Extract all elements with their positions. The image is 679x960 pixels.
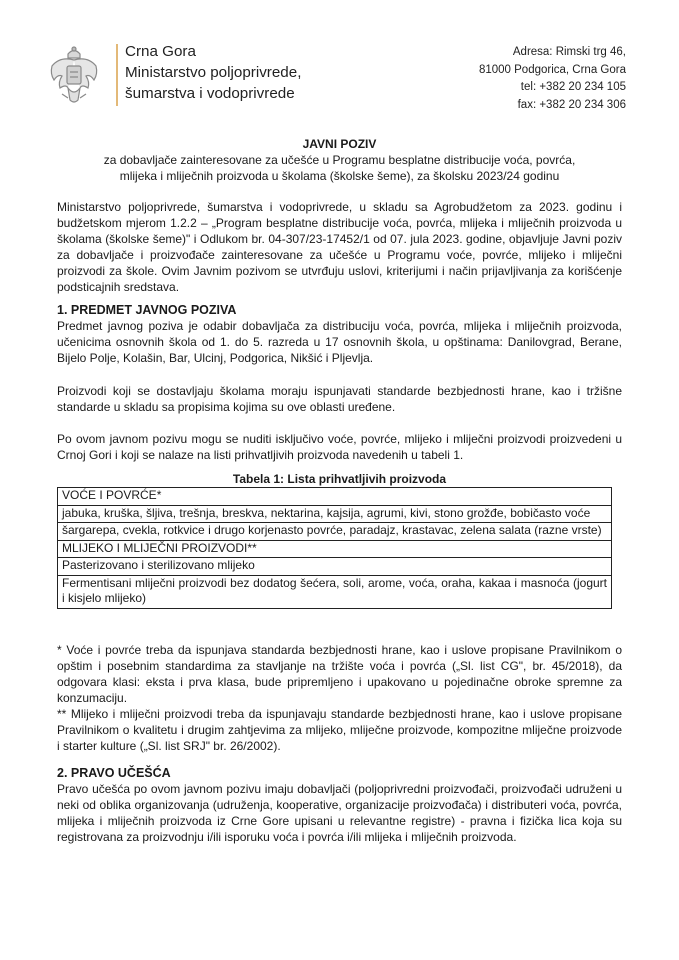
table-row <box>58 558 612 576</box>
document-subtitle-line: mlijeka i mliječnih proizvoda u školama (školske šeme), za školsku 2023/24 godinu <box>119 169 560 183</box>
table-cell: Fermentisani mliječni proizvodi bez dodatog šećera, soli, arome, voća, oraha, kakaa i masnoća (jogurt i kisjelo mlijeko) <box>58 575 612 608</box>
address-line: Adresa: Rimski trg 46, <box>512 46 626 58</box>
coat-of-arms-icon <box>46 44 102 106</box>
section-1-paragraph: Po ovom javnom pozivu mogu se nuditi isključivo voće, povrće, mlijeko i mliječni proizvodi proizvedeni u Crnoj Gori i koji se nalaze na listi prihvatljivih proizvoda navedenih u tabeli 1. <box>57 432 622 462</box>
table-row <box>58 575 612 608</box>
section-2-paragraph: Pravo učešća po ovom javnom pozivu imaju dobavljači (poljoprivredni proizvođači, proizvođači udruženi u neki od oblika organizovanja (udruženja, kooperative, organizacije proizvođača) i distributeri voća, povrća, mlijeka i mliječnih proizvoda iz Crne Gore upisani u relevantne registre) - pravna i fizička lica koja su registrovana za proizvodnju i/ili isporuku voća i povrća i/ili mlijeka i mliječnih proizvoda. <box>57 782 622 844</box>
letterhead <box>46 40 626 110</box>
table-row <box>58 523 612 541</box>
section-1-heading: 1. PREDMET JAVNOG POZIVA <box>57 303 237 317</box>
ministry-line: Crna Gora <box>125 43 196 60</box>
table-cell: jabuka, kruška, šljiva, trešnja, breskva, nektarina, kajsija, agrumi, kivi, stono grožđe, bobičasto voće <box>58 505 612 523</box>
footnote-dairy: ** Mlijeko i mliječni proizvodi treba da ispunjavaju standarde bezbjednosti hrane, kao i uslove propisane Pravilnikom o kvalitetu i drugim zahtjevima za mlijeko, mliječne proizvode, kompozitne mliječne proizvode i starter kulture („Sl. list SRJ" br. 26/2002). <box>57 707 622 753</box>
section-2-heading: 2. PRAVO UČEŠĆA <box>57 766 171 780</box>
fax-line: fax: +382 20 234 306 <box>517 98 626 111</box>
document-title-block <box>57 136 622 184</box>
document-subtitle-line: za dobavljače zainteresovane za učešće u Programu besplatne distribucije voća, povrća, <box>103 153 576 167</box>
ministry-line: Ministarstvo poljoprivrede, <box>125 64 302 81</box>
table-category-cell: MLIJEKO I MLIJEČNI PROIZVODI** <box>58 540 612 558</box>
ministry-name <box>125 41 301 104</box>
contact-info <box>479 44 626 114</box>
table-row <box>58 540 612 558</box>
eligible-products-table <box>57 487 612 609</box>
header-divider <box>116 44 118 106</box>
table-cell: šargarepa, cvekla, rotkvice i drugo korjenasto povrće, paradajz, krastavac, zelena salata (razne vrste) <box>58 523 612 541</box>
table-row <box>58 505 612 523</box>
phone-line: tel: +382 20 234 105 <box>520 81 626 93</box>
city-line: 81000 Podgorica, Crna Gora <box>478 63 626 76</box>
table-cell: Pasterizovano i sterilizovano mlijeko <box>58 558 612 576</box>
section-1-paragraph: Predmet javnog poziva je odabir dobavljača za distribuciju voća, povrća, mlijeka i mliječnih proizvoda, učenicima osnovnih škola od 1. do 5. razreda u 17 osnovnih škola, u opštinama: Danilovgrad, Berane, Bijelo Polje, Kolašin, Bar, Ulcinj, Podgorica, Nikšić i Pljevlja. <box>57 319 622 365</box>
table-caption: Tabela 1: Lista prihvatljivih proizvoda <box>232 472 447 486</box>
table-row <box>58 488 612 506</box>
table-category-cell: VOĆE I POVRĆE* <box>58 488 612 506</box>
footnote-fruit-vegetables: * Voće i povrće treba da ispunjava standarda bezbjednosti hrane, kao i uslove propisane Pravilnikom o opštim i posebnim standardima za stavljanje na tržište voća i povrća („Sl. list CG", br. 45/2018), da odgovara klasi: eksta i prva klasa, bude pripremljeno i upakovano u pojedinačne obroke spremne za konzumaciju. <box>57 643 622 705</box>
section-1-paragraph: Proizvodi koji se dostavljaju školama moraju ispunjavati standarde bezbjednosti hrane, kao i tržišne standarde u skladu sa propisima kojima su ove oblasti uređene. <box>57 384 622 414</box>
document-title: JAVNI POZIV <box>302 137 377 151</box>
intro-paragraph: Ministarstvo poljoprivrede, šumarstva i vodoprivrede, u skladu sa Agrobudžetom za 2023. godinu i budžetskom mjerom 1.2.2 – „Program besplatne distribucije voća, povrća, mlijeka i mliječnih proizvoda u školama (školske šeme)" i Odlukom br. 04-307/23-17452/1 od 07. jula 2023. godine, objavljuje Javni poziv za dobavljače i proizvođače zainteresovane za učešće u Programu voće, povrće, mlijeko i mliječni proizvodi za škole. Ovim Javnim pozivom se utvrđuju uslovi, kriterijumi i način prijavljivanja za korišćenje podsticajnih sredstava. <box>57 200 622 294</box>
ministry-line: šumarstva i vodoprivrede <box>125 85 295 102</box>
